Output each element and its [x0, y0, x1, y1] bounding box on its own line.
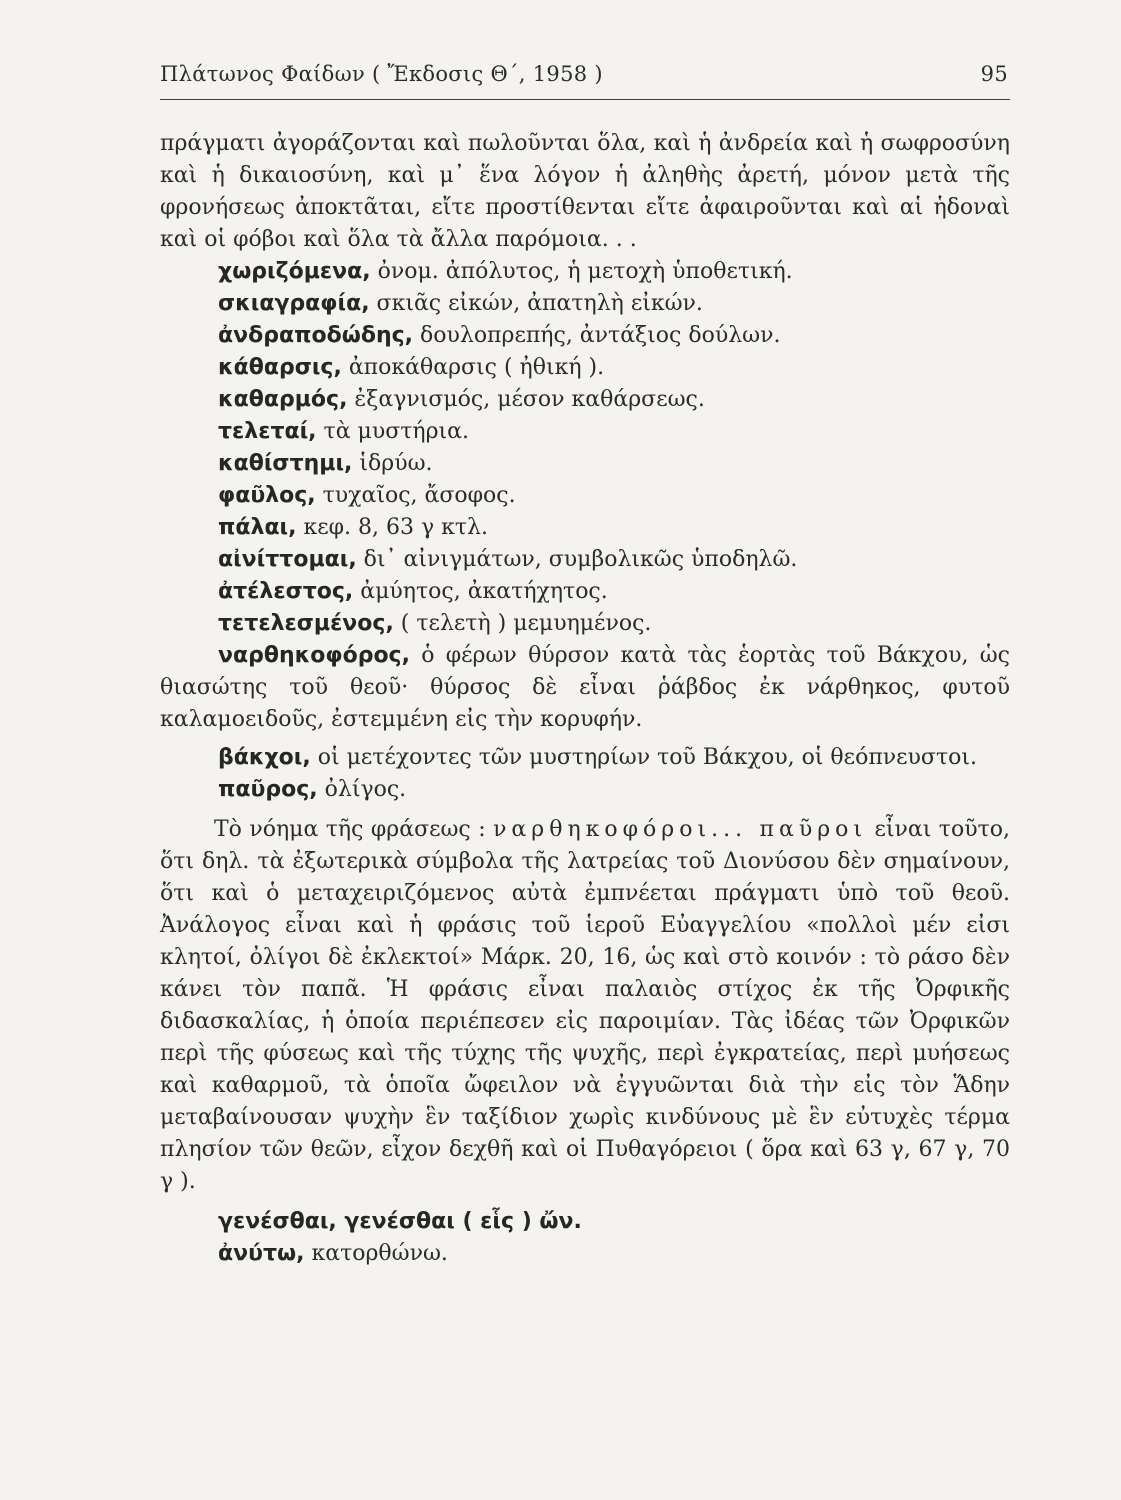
- gloss: ὁ φέρων θύρσον κατὰ τὰς ἑορτὰς τοῦ Βάκχου, ὡς θιασώτης τοῦ θεοῦ· θύρσος δὲ εἶναι ῥάβδος ἐκ νάρθηκος, φυτοῦ καλαμοειδοῦς, ἐστεμμένη εἰς τὴν κορυφήν.: [160, 643, 1010, 732]
- glossary-entry: [160, 384, 1010, 416]
- gloss: ὀνομ. ἀπόλυτος, ἡ μετοχὴ ὑποθετική.: [370, 259, 793, 284]
- glossary-list: [160, 256, 1010, 806]
- lemma: ἀνύτω,: [218, 1241, 305, 1266]
- glossary-entry: [160, 448, 1010, 480]
- intro-paragraph: πράγματι ἀγοράζονται καὶ πωλοῦνται ὅλα, καὶ ἡ ἀνδρεία καὶ ἡ σωφροσύνη καὶ ἡ δικαιοσύνη, καὶ μ᾿ ἕνα λόγον ἡ ἀληθὴς ἀρετή, μόνον μετὰ τῆς φρονήσεως ἀποκτᾶται, εἴτε προστίθενται εἴτε ἀφαιροῦνται καὶ αἱ ἡδοναὶ καὶ οἱ φόβοι καὶ ὅλα τὰ ἄλλα παρόμοια. . .: [160, 131, 1010, 252]
- glossary-entry: [160, 320, 1010, 352]
- gloss: ὀλίγος.: [317, 777, 407, 802]
- page-header: [160, 62, 1008, 86]
- glossary-entry: [160, 416, 1010, 448]
- lemma: ναρθηκοφόρος,: [218, 643, 410, 668]
- commentary-lead: Τὸ νόημα τῆς φράσεως :: [214, 817, 494, 842]
- glossary-entry: [160, 1206, 1010, 1238]
- lemma: καθίστημι,: [218, 451, 353, 476]
- glossary-entry: [160, 1238, 1010, 1270]
- lemma: βάκχοι,: [218, 745, 311, 770]
- lemma: πάλαι,: [218, 515, 297, 540]
- gloss: ἱδρύω.: [352, 451, 433, 476]
- glossary-entry: [160, 742, 1010, 774]
- gloss: τυχαῖος, ἄσοφος.: [315, 483, 516, 508]
- page-body: [160, 128, 1010, 1270]
- glossary-entry: [160, 544, 1010, 576]
- lemma: γενέσθαι, γενέσθαι ( εἷς ) ὤν.: [218, 1209, 582, 1234]
- glossary-entry: [160, 576, 1010, 608]
- glossary-entry: [160, 288, 1010, 320]
- lemma: σκιαγραφία,: [218, 291, 370, 316]
- final-glossary-list: [160, 1206, 1010, 1270]
- gloss: σκιᾶς εἰκών, ἀπατηλὴ εἰκών.: [369, 291, 703, 316]
- gloss: τὰ μυστήρια.: [316, 419, 470, 444]
- lemma: κάθαρσις,: [218, 355, 342, 380]
- glossary-entry: [160, 512, 1010, 544]
- header-rule: [160, 99, 1010, 100]
- glossary-entry: [160, 774, 1010, 806]
- gloss: ἀμύητος, ἀκατήχητος.: [353, 579, 608, 604]
- gloss: ἐξαγνισμός, μέσον καθάρσεως.: [347, 387, 705, 412]
- glossary-entry: [160, 480, 1010, 512]
- glossary-entry: [160, 608, 1010, 640]
- gloss: κατορθώνω.: [304, 1241, 448, 1266]
- gloss: κεφ. 8, 63 γ κτλ.: [296, 515, 488, 540]
- lemma: αἰνίττομαι,: [218, 547, 357, 572]
- gloss: δι᾿ αἰνιγμάτων, συμβολικῶς ὑποδηλῶ.: [356, 547, 798, 572]
- gloss: οἱ μετέχοντες τῶν μυστηρίων τοῦ Βάκχου, οἱ θεόπνευστοι.: [310, 745, 977, 770]
- glossary-entry: [160, 352, 1010, 384]
- commentary-text: εἶναι τοῦτο, ὅτι δηλ. τὰ ἐξωτερικὰ σύμβολα τῆς λατρείας τοῦ Διονύσου δὲν σημαίνουν, ὅτι καὶ ὁ μεταχειριζόμενος αὐτὰ ἐμπνέεται πράγματι ὑπὸ τοῦ θεοῦ. Ἀνάλογος εἶναι καὶ ἡ φράσις τοῦ ἱεροῦ Εὐαγγελίου «πολλοὶ μέν εἰσι κλητοί, ὀλίγοι δὲ ἐκλεκτοί» Μάρκ. 20, 16, ὡς καὶ στὸ κοινόν : τὸ ράσο δὲν κάνει τὸν παπᾶ. Ἡ φράσις εἶναι παλαιὸς στίχος ἐκ τῆς Ὀρφικῆς διδασκαλίας, ἡ ὁποία περιέπεσεν εἰς παροιμίαν. Τὰς ἰδέας τῶν Ὀρφικῶν περὶ τῆς φύσεως καὶ τῆς τύχης τῆς ψυχῆς, περὶ ἐγκρατείας, περὶ μυήσεως καὶ καθαρμοῦ, τὰ ὁποῖα ὤφειλον νὰ ἐγγυῶνται διὰ τὴν εἰς τὸν Ἅδην μεταβαίνουσαν ψυχὴν ἓν ταξίδιον χωρὶς κινδύνους μὲ ἓν εὐτυχὲς τέρμα πλησίον τῶν θεῶν, εἶχον δεχθῆ καὶ οἱ Πυθαγόρειοι ( ὅρα καὶ 63 γ, 67 γ, 70 γ ).: [160, 817, 1010, 1194]
- lemma: χωριζόμενα,: [218, 259, 371, 284]
- spaced-phrase: ναρθηκοφόροι... παῦροι: [493, 817, 868, 842]
- glossary-entry: [160, 256, 1010, 288]
- lemma: φαῦλος,: [218, 483, 316, 508]
- lemma: τελεταί,: [218, 419, 317, 444]
- gloss: ( τελετὴ ) μεμυημένος.: [393, 611, 652, 636]
- lemma: παῦρος,: [218, 777, 318, 802]
- lemma: ἀτέλεστος,: [218, 579, 354, 604]
- gloss: δουλοπρεπής, ἀντάξιος δούλων.: [413, 323, 781, 348]
- gloss: ἀποκάθαρσις ( ἠθική ).: [341, 355, 605, 380]
- lemma: ἀνδραποδώδης,: [218, 323, 414, 348]
- glossary-entry-long: [160, 640, 1010, 736]
- lemma: καθαρμός,: [218, 387, 348, 412]
- commentary-paragraph: [160, 814, 1010, 1198]
- running-title: Πλάτωνος Φαίδων ( Ἔκδοσις Θ΄, 1958 ): [160, 62, 603, 86]
- page-number: 95: [980, 62, 1008, 86]
- lemma: τετελεσμένος,: [218, 611, 394, 636]
